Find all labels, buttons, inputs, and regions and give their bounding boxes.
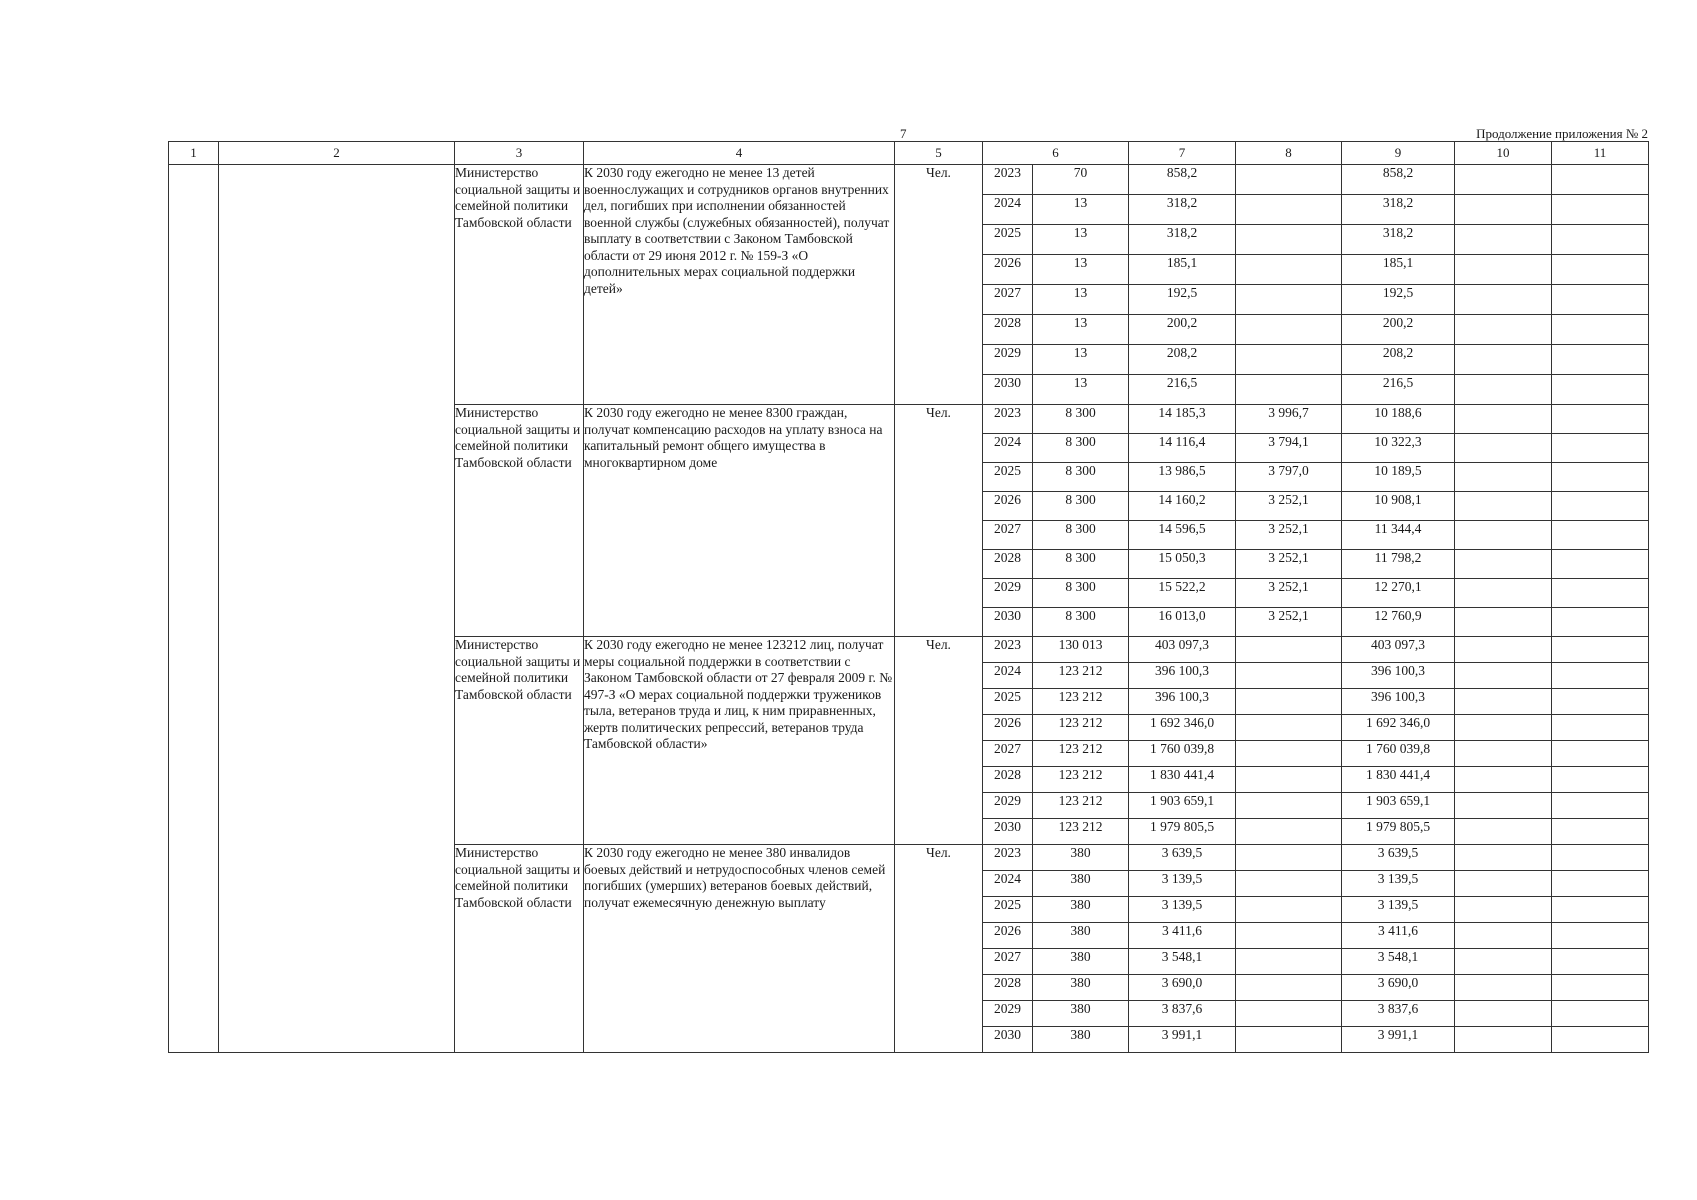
value-col-11 (1552, 579, 1649, 608)
header-row (169, 142, 1649, 165)
value-col-8 (1236, 923, 1342, 949)
value-col-7: 16 013,0 (1129, 608, 1236, 637)
value-col-7: 1 760 039,8 (1129, 741, 1236, 767)
value-col-9: 3 548,1 (1342, 949, 1455, 975)
value-col-11 (1552, 165, 1649, 195)
year-cell: 2029 (983, 793, 1033, 819)
value-col-9: 10 188,6 (1342, 405, 1455, 434)
value-col-11 (1552, 463, 1649, 492)
header-col-2: 2 (219, 142, 455, 165)
value-col-9: 1 903 659,1 (1342, 793, 1455, 819)
value-col-11 (1552, 225, 1649, 255)
value-col-11 (1552, 767, 1649, 793)
value-col-11 (1552, 608, 1649, 637)
value-col-11 (1552, 975, 1649, 1001)
value-col-9: 3 411,6 (1342, 923, 1455, 949)
value-col-10 (1455, 463, 1552, 492)
value-col-6: 123 212 (1033, 689, 1129, 715)
header-col-9: 9 (1342, 142, 1455, 165)
value-col-9: 200,2 (1342, 315, 1455, 345)
value-col-10 (1455, 741, 1552, 767)
col-2-cell (219, 165, 455, 1053)
table-row (169, 165, 1649, 195)
value-col-6: 123 212 (1033, 767, 1129, 793)
responsible-org: Министерство социальной защиты и семейной политики Тамбовской области (455, 637, 584, 845)
value-col-7: 3 991,1 (1129, 1027, 1236, 1053)
value-col-9: 318,2 (1342, 195, 1455, 225)
value-col-9: 3 139,5 (1342, 871, 1455, 897)
value-col-6: 13 (1033, 345, 1129, 375)
value-col-6: 8 300 (1033, 492, 1129, 521)
data-table (168, 141, 1649, 1053)
value-col-11 (1552, 897, 1649, 923)
year-cell: 2027 (983, 285, 1033, 315)
value-col-11 (1552, 845, 1649, 871)
value-col-9: 10 322,3 (1342, 434, 1455, 463)
value-col-6: 380 (1033, 897, 1129, 923)
year-cell: 2023 (983, 845, 1033, 871)
value-col-9: 208,2 (1342, 345, 1455, 375)
value-col-10 (1455, 663, 1552, 689)
value-col-8: 3 794,1 (1236, 434, 1342, 463)
value-col-7: 3 548,1 (1129, 949, 1236, 975)
year-cell: 2025 (983, 225, 1033, 255)
value-col-6: 380 (1033, 949, 1129, 975)
value-col-8 (1236, 195, 1342, 225)
year-cell: 2023 (983, 405, 1033, 434)
value-col-10 (1455, 165, 1552, 195)
value-col-8 (1236, 793, 1342, 819)
value-col-7: 1 692 346,0 (1129, 715, 1236, 741)
year-cell: 2025 (983, 897, 1033, 923)
value-col-9: 396 100,3 (1342, 663, 1455, 689)
value-col-10 (1455, 1027, 1552, 1053)
value-col-9: 396 100,3 (1342, 689, 1455, 715)
value-col-6: 8 300 (1033, 463, 1129, 492)
value-col-9: 1 760 039,8 (1342, 741, 1455, 767)
value-col-9: 3 991,1 (1342, 1027, 1455, 1053)
value-col-11 (1552, 405, 1649, 434)
value-col-6: 8 300 (1033, 550, 1129, 579)
value-col-6: 8 300 (1033, 405, 1129, 434)
year-cell: 2024 (983, 871, 1033, 897)
value-col-10 (1455, 819, 1552, 845)
value-col-8 (1236, 255, 1342, 285)
year-cell: 2023 (983, 165, 1033, 195)
value-col-9: 403 097,3 (1342, 637, 1455, 663)
year-cell: 2024 (983, 195, 1033, 225)
value-col-11 (1552, 434, 1649, 463)
unit-of-measure: Чел. (895, 165, 983, 405)
value-col-7: 318,2 (1129, 225, 1236, 255)
value-col-9: 1 830 441,4 (1342, 767, 1455, 793)
value-col-11 (1552, 285, 1649, 315)
value-col-8 (1236, 663, 1342, 689)
responsible-org: Министерство социальной защиты и семейной политики Тамбовской области (455, 165, 584, 405)
value-col-9: 3 639,5 (1342, 845, 1455, 871)
value-col-11 (1552, 923, 1649, 949)
year-cell: 2027 (983, 521, 1033, 550)
value-col-8 (1236, 375, 1342, 405)
year-cell: 2029 (983, 345, 1033, 375)
value-col-10 (1455, 434, 1552, 463)
value-col-8: 3 252,1 (1236, 579, 1342, 608)
value-col-10 (1455, 923, 1552, 949)
value-col-8 (1236, 767, 1342, 793)
value-col-9: 185,1 (1342, 255, 1455, 285)
value-col-7: 15 050,3 (1129, 550, 1236, 579)
value-col-6: 123 212 (1033, 741, 1129, 767)
year-cell: 2025 (983, 689, 1033, 715)
value-col-8 (1236, 165, 1342, 195)
value-col-8: 3 252,1 (1236, 608, 1342, 637)
indicator-description: К 2030 году ежегодно не менее 8300 граждан, получат компенсацию расходов на уплату взноса на капитальный ремонт общего имущества в многоквартирном доме (584, 405, 895, 637)
year-cell: 2029 (983, 579, 1033, 608)
value-col-6: 13 (1033, 195, 1129, 225)
value-col-10 (1455, 767, 1552, 793)
value-col-9: 3 690,0 (1342, 975, 1455, 1001)
value-col-8 (1236, 819, 1342, 845)
value-col-10 (1455, 315, 1552, 345)
header-col-5: 5 (895, 142, 983, 165)
value-col-7: 185,1 (1129, 255, 1236, 285)
value-col-11 (1552, 315, 1649, 345)
indicator-description: К 2030 году ежегодно не менее 380 инвалидов боевых действий и нетрудоспособных членов семей погибших (умерших) ветеранов боевых действий, получат ежемесячную денежную выплату (584, 845, 895, 1053)
table-body (169, 165, 1649, 1053)
value-col-8 (1236, 871, 1342, 897)
header-col-6: 6 (983, 142, 1129, 165)
value-col-6: 70 (1033, 165, 1129, 195)
value-col-7: 1 830 441,4 (1129, 767, 1236, 793)
value-col-10 (1455, 345, 1552, 375)
value-col-10 (1455, 375, 1552, 405)
value-col-10 (1455, 405, 1552, 434)
value-col-8: 3 797,0 (1236, 463, 1342, 492)
year-cell: 2030 (983, 608, 1033, 637)
value-col-6: 123 212 (1033, 819, 1129, 845)
continuation-label: Продолжение приложения № 2 (1476, 126, 1648, 141)
value-col-10 (1455, 285, 1552, 315)
year-cell: 2030 (983, 375, 1033, 405)
value-col-8 (1236, 897, 1342, 923)
value-col-6: 380 (1033, 871, 1129, 897)
year-cell: 2029 (983, 1001, 1033, 1027)
header-col-3: 3 (455, 142, 584, 165)
year-cell: 2028 (983, 315, 1033, 345)
header-col-10: 10 (1455, 142, 1552, 165)
value-col-6: 13 (1033, 255, 1129, 285)
value-col-9: 858,2 (1342, 165, 1455, 195)
value-col-7: 216,5 (1129, 375, 1236, 405)
value-col-6: 8 300 (1033, 608, 1129, 637)
value-col-10 (1455, 845, 1552, 871)
value-col-11 (1552, 550, 1649, 579)
unit-of-measure: Чел. (895, 405, 983, 637)
value-col-6: 123 212 (1033, 793, 1129, 819)
value-col-11 (1552, 255, 1649, 285)
value-col-11 (1552, 492, 1649, 521)
responsible-org: Министерство социальной защиты и семейной политики Тамбовской области (455, 845, 584, 1053)
value-col-8 (1236, 315, 1342, 345)
header-col-8: 8 (1236, 142, 1342, 165)
year-cell: 2027 (983, 741, 1033, 767)
value-col-8 (1236, 689, 1342, 715)
value-col-8 (1236, 285, 1342, 315)
value-col-9: 11 344,4 (1342, 521, 1455, 550)
value-col-8: 3 996,7 (1236, 405, 1342, 434)
year-cell: 2028 (983, 975, 1033, 1001)
value-col-9: 3 837,6 (1342, 1001, 1455, 1027)
year-cell: 2026 (983, 923, 1033, 949)
value-col-6: 8 300 (1033, 579, 1129, 608)
value-col-10 (1455, 195, 1552, 225)
value-col-8 (1236, 225, 1342, 255)
value-col-9: 318,2 (1342, 225, 1455, 255)
value-col-9: 10 908,1 (1342, 492, 1455, 521)
value-col-11 (1552, 949, 1649, 975)
value-col-11 (1552, 195, 1649, 225)
value-col-10 (1455, 579, 1552, 608)
value-col-10 (1455, 949, 1552, 975)
value-col-10 (1455, 715, 1552, 741)
value-col-10 (1455, 521, 1552, 550)
value-col-7: 3 411,6 (1129, 923, 1236, 949)
indicator-description: К 2030 году ежегодно не менее 123212 лиц, получат меры социальной поддержки в соответствии с Законом Тамбовской области от 27 февраля 2009 г. № 497-З «О мерах социальной поддержки тружеников тыла, ветеранов труда и лиц, к ним приравненных, жертв политических репрессий, ветеранов труда Тамбовской области» (584, 637, 895, 845)
value-col-10 (1455, 550, 1552, 579)
unit-of-measure: Чел. (895, 845, 983, 1053)
value-col-9: 12 760,9 (1342, 608, 1455, 637)
value-col-11 (1552, 1027, 1649, 1053)
col-1-cell (169, 165, 219, 1053)
value-col-11 (1552, 521, 1649, 550)
value-col-6: 380 (1033, 845, 1129, 871)
value-col-9: 1 692 346,0 (1342, 715, 1455, 741)
year-cell: 2024 (983, 434, 1033, 463)
value-col-10 (1455, 255, 1552, 285)
year-cell: 2028 (983, 767, 1033, 793)
value-col-10 (1455, 492, 1552, 521)
value-col-7: 14 116,4 (1129, 434, 1236, 463)
value-col-7: 13 986,5 (1129, 463, 1236, 492)
value-col-11 (1552, 375, 1649, 405)
value-col-6: 13 (1033, 225, 1129, 255)
value-col-7: 396 100,3 (1129, 689, 1236, 715)
value-col-6: 13 (1033, 285, 1129, 315)
value-col-11 (1552, 819, 1649, 845)
year-cell: 2023 (983, 637, 1033, 663)
value-col-8 (1236, 975, 1342, 1001)
value-col-7: 396 100,3 (1129, 663, 1236, 689)
value-col-9: 10 189,5 (1342, 463, 1455, 492)
value-col-6: 123 212 (1033, 715, 1129, 741)
value-col-6: 13 (1033, 315, 1129, 345)
value-col-6: 380 (1033, 1027, 1129, 1053)
value-col-6: 8 300 (1033, 521, 1129, 550)
value-col-8 (1236, 949, 1342, 975)
value-col-7: 14 596,5 (1129, 521, 1236, 550)
value-col-11 (1552, 741, 1649, 767)
value-col-6: 380 (1033, 975, 1129, 1001)
year-cell: 2026 (983, 492, 1033, 521)
value-col-7: 3 639,5 (1129, 845, 1236, 871)
header-col-11: 11 (1552, 142, 1649, 165)
value-col-11 (1552, 1001, 1649, 1027)
value-col-7: 318,2 (1129, 195, 1236, 225)
year-cell: 2026 (983, 715, 1033, 741)
header-col-1: 1 (169, 142, 219, 165)
value-col-10 (1455, 975, 1552, 1001)
value-col-7: 3 690,0 (1129, 975, 1236, 1001)
responsible-org: Министерство социальной защиты и семейной политики Тамбовской области (455, 405, 584, 637)
value-col-7: 1 979 805,5 (1129, 819, 1236, 845)
value-col-8 (1236, 715, 1342, 741)
value-col-7: 3 139,5 (1129, 871, 1236, 897)
value-col-7: 403 097,3 (1129, 637, 1236, 663)
year-cell: 2027 (983, 949, 1033, 975)
value-col-10 (1455, 897, 1552, 923)
value-col-8 (1236, 345, 1342, 375)
value-col-9: 216,5 (1342, 375, 1455, 405)
header-col-4: 4 (584, 142, 895, 165)
unit-of-measure: Чел. (895, 637, 983, 845)
value-col-10 (1455, 225, 1552, 255)
year-cell: 2030 (983, 819, 1033, 845)
value-col-7: 200,2 (1129, 315, 1236, 345)
value-col-10 (1455, 793, 1552, 819)
value-col-9: 11 798,2 (1342, 550, 1455, 579)
page-number: 7 (900, 126, 907, 141)
value-col-10 (1455, 871, 1552, 897)
value-col-7: 192,5 (1129, 285, 1236, 315)
value-col-10 (1455, 1001, 1552, 1027)
value-col-8: 3 252,1 (1236, 521, 1342, 550)
value-col-11 (1552, 689, 1649, 715)
value-col-7: 15 522,2 (1129, 579, 1236, 608)
value-col-11 (1552, 871, 1649, 897)
value-col-7: 14 185,3 (1129, 405, 1236, 434)
value-col-8: 3 252,1 (1236, 492, 1342, 521)
value-col-11 (1552, 663, 1649, 689)
value-col-7: 3 139,5 (1129, 897, 1236, 923)
value-col-7: 1 903 659,1 (1129, 793, 1236, 819)
value-col-9: 1 979 805,5 (1342, 819, 1455, 845)
value-col-10 (1455, 608, 1552, 637)
year-cell: 2025 (983, 463, 1033, 492)
value-col-11 (1552, 345, 1649, 375)
value-col-9: 192,5 (1342, 285, 1455, 315)
indicator-description: К 2030 году ежегодно не менее 13 детей военнослужащих и сотрудников органов внутренних дел, погибших при исполнении обязанностей военной службы (служебных обязанностей), получат выплату в соответствии с Законом Тамбовской области от 29 июня 2012 г. № 159-З «О дополнительных мерах социальной поддержки детей» (584, 165, 895, 405)
value-col-10 (1455, 637, 1552, 663)
value-col-11 (1552, 715, 1649, 741)
value-col-8: 3 252,1 (1236, 550, 1342, 579)
value-col-11 (1552, 637, 1649, 663)
value-col-6: 380 (1033, 923, 1129, 949)
value-col-6: 8 300 (1033, 434, 1129, 463)
value-col-6: 13 (1033, 375, 1129, 405)
value-col-10 (1455, 689, 1552, 715)
value-col-6: 123 212 (1033, 663, 1129, 689)
value-col-8 (1236, 637, 1342, 663)
value-col-8 (1236, 1027, 1342, 1053)
value-col-7: 14 160,2 (1129, 492, 1236, 521)
value-col-6: 380 (1033, 1001, 1129, 1027)
value-col-6: 130 013 (1033, 637, 1129, 663)
year-cell: 2028 (983, 550, 1033, 579)
value-col-9: 3 139,5 (1342, 897, 1455, 923)
header-col-7: 7 (1129, 142, 1236, 165)
value-col-7: 3 837,6 (1129, 1001, 1236, 1027)
year-cell: 2030 (983, 1027, 1033, 1053)
value-col-8 (1236, 741, 1342, 767)
value-col-7: 858,2 (1129, 165, 1236, 195)
value-col-8 (1236, 1001, 1342, 1027)
year-cell: 2024 (983, 663, 1033, 689)
value-col-11 (1552, 793, 1649, 819)
value-col-8 (1236, 845, 1342, 871)
year-cell: 2026 (983, 255, 1033, 285)
value-col-7: 208,2 (1129, 345, 1236, 375)
value-col-9: 12 270,1 (1342, 579, 1455, 608)
